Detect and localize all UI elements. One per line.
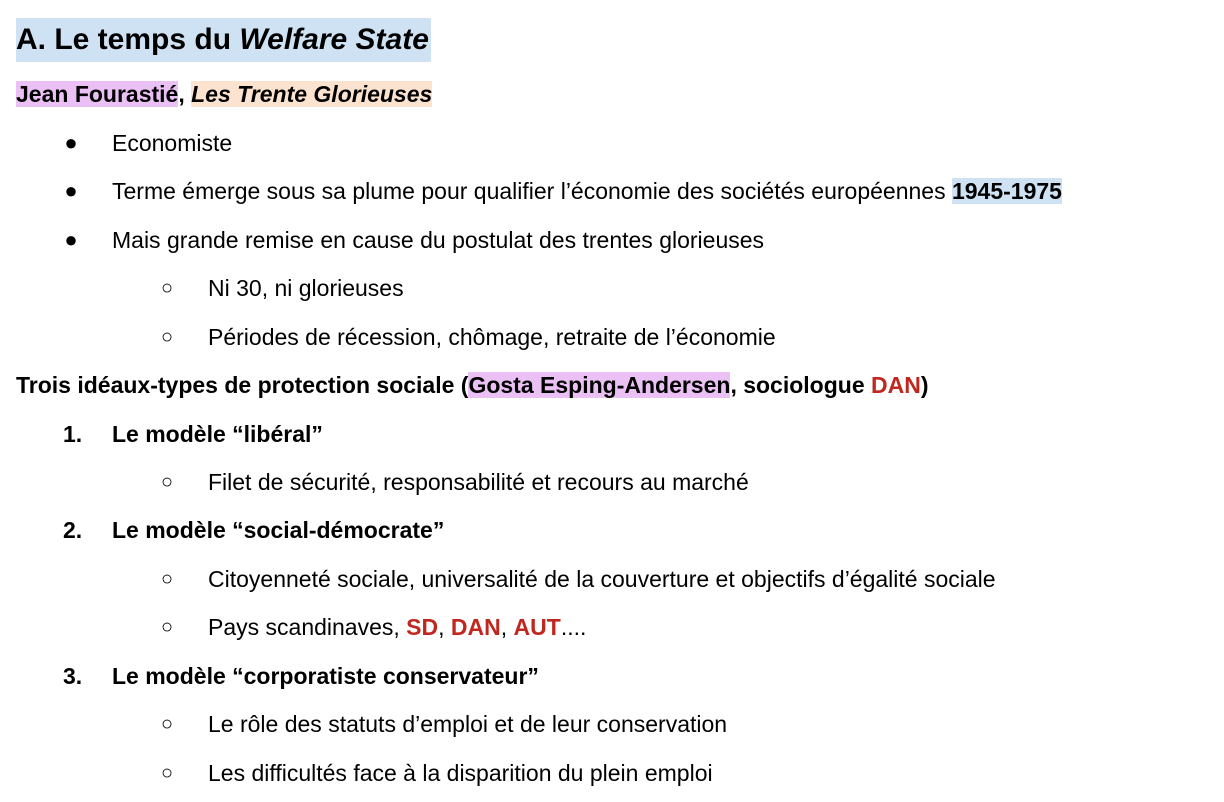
sub-bullet-icon: ○ — [160, 326, 174, 348]
title-italic: Welfare State — [239, 23, 429, 56]
countries-separator: , — [500, 614, 514, 640]
bullet-icon: ● — [64, 130, 78, 155]
section-heading-suffix: ) — [920, 372, 929, 398]
author-line — [16, 78, 432, 110]
book-title: Les Trente Glorieuses — [191, 81, 433, 107]
country-tag: SD — [406, 614, 439, 640]
country-tag: DAN — [871, 372, 921, 398]
model-number: 1. — [63, 421, 83, 447]
model-title: Le modèle “libéral” — [112, 421, 323, 447]
title-prefix: A. Le temps du — [16, 23, 240, 56]
model-title: Le modèle “corporatiste conservateur” — [112, 663, 539, 689]
sub-bullet-icon: ○ — [160, 762, 174, 784]
sub-bullet-icon: ○ — [160, 568, 174, 590]
sub-bullet-item: Ni 30, ni glorieuses — [208, 275, 404, 301]
countries-prefix: Pays scandinaves, — [208, 614, 407, 640]
sub-bullet-icon: ○ — [160, 471, 174, 493]
countries-suffix: .... — [560, 614, 587, 640]
section-heading-middle: , sociologue — [730, 372, 872, 398]
country-tag: AUT — [513, 614, 561, 640]
sub-bullet-item: Filet de sécurité, responsabilité et recours au marché — [208, 469, 749, 495]
model-title: Le modèle “social-démocrate” — [112, 517, 445, 543]
sub-bullet-icon: ○ — [160, 713, 174, 735]
sociologist-name: Gosta Esping-Andersen — [468, 372, 731, 398]
sub-bullet-icon: ○ — [160, 616, 174, 638]
sub-bullet-item: Périodes de récession, chômage, retraite de l’économie — [208, 324, 776, 350]
sub-bullet-item: Le rôle des statuts d’emploi et de leur conservation — [208, 711, 728, 737]
country-tag: DAN — [450, 614, 501, 640]
sub-bullet-icon: ○ — [160, 277, 174, 299]
model-number: 2. — [63, 517, 83, 543]
countries-line — [208, 611, 586, 643]
sub-bullet-item: Citoyenneté sociale, universalité de la couverture et objectifs d’égalité sociale — [208, 566, 996, 592]
bullet-icon: ● — [64, 227, 78, 252]
date-range-highlight: 1945-1975 — [951, 178, 1062, 204]
section-heading-prefix: Trois idéaux-types de protection sociale ( — [16, 372, 469, 398]
bullet-item — [112, 175, 1062, 207]
sub-bullet-item: Les difficultés face à la disparition du plein emploi — [208, 760, 713, 786]
author-separator: , — [178, 81, 185, 107]
model-number: 3. — [63, 663, 83, 689]
bullet-icon: ● — [64, 178, 78, 203]
section-heading — [16, 369, 929, 401]
bullet-item: Economiste — [112, 130, 233, 156]
page-title — [16, 18, 431, 62]
author-name: Jean Fourastié — [16, 81, 179, 107]
countries-separator: , — [438, 614, 451, 640]
bullet-item: Mais grande remise en cause du postulat des trentes glorieuses — [112, 227, 765, 253]
bullet-text: Terme émerge sous sa plume pour qualifier l’économie des sociétés européennes — [112, 178, 952, 204]
